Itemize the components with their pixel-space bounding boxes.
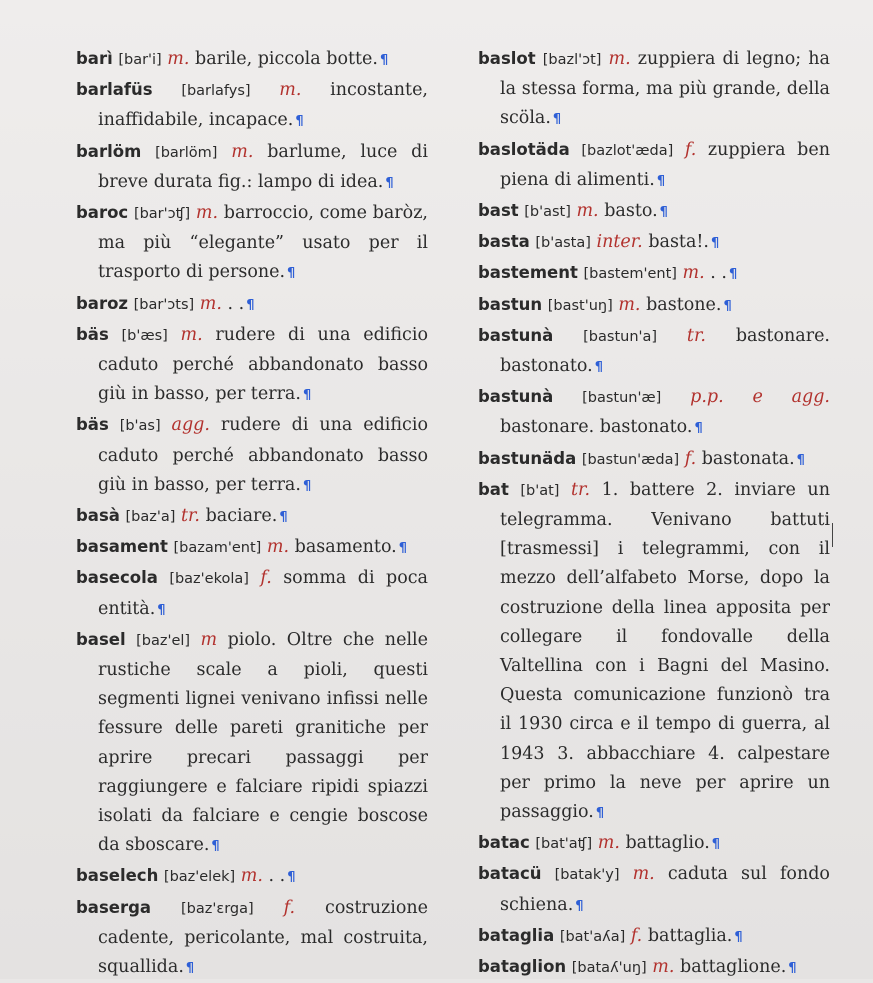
pilcrow-icon: ¶ [287,870,296,886]
dictionary-entry [76,625,428,862]
headword: barlöm [76,141,142,161]
definition: barile, piccola botte. [195,49,378,69]
dictionary-entry [76,137,428,198]
phonetic: [baz'ekola] [169,571,249,588]
left-column [76,44,428,983]
definition: piolo. Oltre che nelle rustiche scale a pioli, questi segmenti lignei venivano infissi nelle fessure delle pareti granitiche per aprire precari passaggi per raggiungere e falciare ripidi spiazzi isolati da falciare e cengie boscose da sboscare. [98,629,428,856]
pilcrow-icon: ¶ [796,452,805,468]
phonetic: [batak'y] [554,867,620,884]
headword: bastunà [478,325,554,345]
phonetic: [bataʎ'uŋ] [571,960,647,977]
phonetic: [bastun'æda] [581,451,680,468]
grammar: m. [608,49,631,69]
right-column [478,44,830,983]
grammar: f. [630,925,643,946]
grammar: m. [618,294,641,315]
dictionary-entry [478,196,830,227]
phonetic: [bastem'ent] [583,266,677,283]
headword: baroc [76,203,129,223]
phonetic: [bat'aʎa] [559,928,626,945]
phonetic: [b'asta] [535,235,591,252]
grammar: m. [266,537,290,558]
headword: barlafüs [76,80,153,100]
headword: baserga [76,897,152,917]
headword: bastunà [478,387,554,407]
definition: bastonata. [701,448,795,469]
definition: costruzione cadente, pericolante, mal costruita, squallida. [98,897,428,978]
definition: barlume, luce di breve durata fig.: lampo di idea. [98,141,428,192]
dictionary-entry [76,563,428,624]
grammar: m. [682,263,705,284]
dictionary-entry [478,321,830,382]
grammar: f. [283,897,296,918]
grammar: tr. [571,479,591,500]
grammar: inter. [596,232,643,253]
definition: rudere di una edificio caduto perché abbandonato basso giù in basso, per terra. [98,324,428,405]
definition: zuppiera ben piena di alimenti. [500,139,830,190]
dictionary-entry [76,501,428,532]
headword: baslot [478,49,536,68]
headword: basel [76,629,126,649]
definition: caduta sul fondo schiena. [500,864,830,915]
grammar: m. [167,49,190,69]
definition: battaglio. [625,833,710,854]
pilcrow-icon: ¶ [246,297,255,313]
headword: bäs [76,324,109,344]
phonetic: [bazam'ent] [173,540,262,557]
text-cursor [832,523,833,547]
definition: battaglia. [647,925,733,946]
definition: incostante, inaffidabile, incapace. [98,80,428,131]
grammar: m. [180,324,203,345]
grammar: m. [195,203,219,224]
pilcrow-icon: ¶ [595,806,605,822]
dictionary-entry [478,475,830,828]
definition: . . [227,293,245,314]
grammar: f. [684,448,697,469]
pilcrow-icon: ¶ [185,961,195,977]
definition: basamento. [294,537,397,558]
pilcrow-icon: ¶ [398,541,408,557]
pilcrow-icon: ¶ [711,236,720,252]
phonetic: [bat'aʧ] [535,836,593,853]
dictionary-entry [478,444,830,475]
dictionary-entry [76,532,428,563]
definition: barroccio, come baròz, ma più “elegante” usato per il trasporto di persone. [98,203,428,283]
dictionary-entry [76,893,428,983]
headword: bastunäda [478,448,577,468]
phonetic: [b'at] [520,482,560,499]
phonetic: [baz'elek] [163,869,236,886]
headword: basà [76,506,120,526]
dictionary-entry [76,320,428,411]
definition: zuppiera di legno; ha la stessa forma, ma più grande, della scöla. [500,49,830,129]
grammar: tr. [686,325,706,346]
dictionary-entry [478,290,830,321]
headword: barì [76,49,113,68]
phonetic: [bar'ɔts] [133,296,195,313]
definition: 1. battere 2. inviare un telegramma. Venivano battuti [trasmessi] i telegrammi, con il mezzo dell’alfabeto Morse, dopo la costruzione della linea apposita per collegare il fondovalle della Valtellina con i Bagni del Masino. Questa comunicazione funzionò tra il 1930 circa e il tempo di guerra, al 1943 3. abbacchiare 4. calpestare per primo la neve per aprire un passaggio. [500,479,830,823]
headword: batacü [478,864,542,884]
dictionary-entry [478,258,830,289]
pilcrow-icon: ¶ [302,388,312,404]
dictionary-entry [76,75,428,136]
pilcrow-icon: ¶ [295,114,304,130]
definition: rudere di una edificio caduto perché abbandonato basso giù in basso, per terra. [98,415,428,495]
phonetic: [bar'i] [118,52,162,68]
headword: baselech [76,866,159,886]
pilcrow-icon: ¶ [723,298,732,314]
dictionary-entry [478,382,830,443]
headword: batac [478,833,530,853]
grammar: f. [684,139,697,160]
phonetic: [barlöm] [155,144,218,161]
definition: baciare. [205,506,278,527]
pilcrow-icon: ¶ [211,839,220,855]
definition: bastonare. bastonato. [500,417,693,438]
headword: bastement [478,263,578,283]
definition: bastonare. bastonato. [500,325,830,377]
pilcrow-icon: ¶ [788,961,797,977]
dictionary-entry [76,410,428,501]
grammar: m. [652,957,675,978]
pilcrow-icon: ¶ [552,112,562,128]
definition: basto. [604,201,658,222]
grammar: m [200,629,218,650]
pilcrow-icon: ¶ [157,602,166,618]
headword: baslotäda [478,139,570,159]
pilcrow-icon: ¶ [385,175,394,191]
pilcrow-icon: ¶ [711,837,721,853]
grammar: m. [597,833,620,854]
grammar: m. [632,864,655,885]
pilcrow-icon: ¶ [656,173,666,189]
headword: bäs [76,415,109,435]
headword: bast [478,201,519,221]
pilcrow-icon: ¶ [694,421,703,437]
grammar: m. [576,201,599,222]
phonetic: [bazl'ɔt] [542,52,602,68]
pilcrow-icon: ¶ [659,205,668,221]
phonetic: [b'ast] [524,204,571,221]
grammar: m. [199,293,222,314]
phonetic: [barlafys] [181,83,251,100]
grammar: m. [279,80,302,101]
pilcrow-icon: ¶ [594,360,603,376]
grammar: m. [240,866,263,887]
pilcrow-icon: ¶ [379,53,389,68]
dictionary-entry [478,227,830,258]
grammar: tr. [180,506,200,527]
phonetic: [bast'uŋ] [547,297,613,314]
pilcrow-icon: ¶ [302,478,312,494]
headword: baroz [76,293,129,313]
definition: . . [268,866,286,887]
definition: basta!. [648,232,709,253]
headword: bataglion [478,957,567,977]
phonetic: [bar'ɔʧ] [133,206,191,223]
headword: basecola [76,568,158,588]
headword: basta [478,232,530,252]
dictionary-entry [478,952,830,983]
pilcrow-icon: ¶ [734,929,743,945]
headword: bataglia [478,925,555,945]
phonetic: [baz'ɛrga] [181,900,254,917]
grammar: m. [231,141,254,162]
phonetic: [bastun'æ] [582,390,662,407]
phonetic: [bazlot'æda] [581,142,674,159]
phonetic: [bastun'a] [583,328,658,345]
definition: bastone. [646,294,722,315]
dictionary-entry [76,44,428,75]
grammar: f. [260,568,272,589]
headword: bat [478,479,509,499]
pilcrow-icon: ¶ [279,510,288,526]
dictionary-entry [478,859,830,920]
definition: battaglione. [680,957,787,978]
dictionary-entry [478,921,830,952]
pilcrow-icon: ¶ [287,266,296,282]
grammar: agg. [171,415,210,436]
phonetic: [b'as] [119,418,161,435]
definition: . . [710,263,727,284]
pilcrow-icon: ¶ [728,267,738,283]
phonetic: [baz'el] [136,632,191,649]
dictionary-entry [76,861,428,892]
dictionary-entry [478,44,830,135]
phonetic: [baz'a] [125,509,176,526]
dictionary-entry [76,289,428,320]
grammar: p.p. e agg. [690,387,830,408]
pilcrow-icon: ¶ [575,898,584,914]
dictionary-entry [478,135,830,196]
phonetic: [b'æs] [121,327,168,344]
headword: basament [76,537,168,557]
definition: somma di poca entità. [98,568,428,619]
dictionary-entry [76,198,428,289]
headword: bastun [478,294,543,314]
dictionary-entry [478,828,830,859]
